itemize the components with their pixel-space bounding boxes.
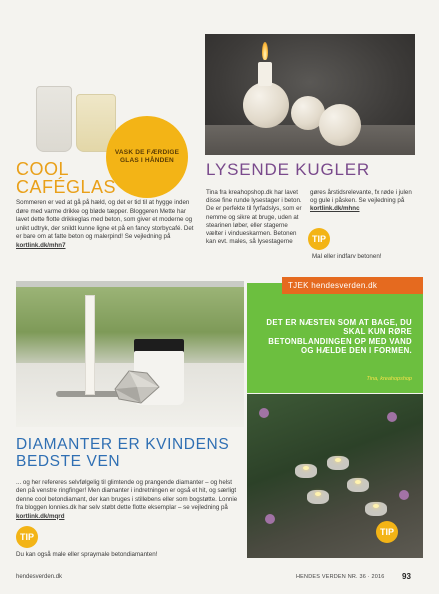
kugler-title: LYSENDE KUGLER: [206, 160, 370, 179]
footer-website: hendesverden.dk: [16, 574, 63, 580]
tealight: [355, 480, 361, 484]
flower: [259, 408, 269, 418]
cafe-title: COOL CAFÉGLAS: [16, 159, 117, 197]
diamond-body-text: ... og her refereres selvfølgelig til glimtende og prangende diamanter – og helst den på venstre ringfinger! Men diamanter i indretningen er også et hit, og særligt denne cool betondiamant, der kan bruges i stillebens eller som bogstøtte. Lonnie fra bloggen lonnies.dk har selv støbt dette flotte eksemplar – se vejledning på: [16, 479, 238, 512]
window-frame: [16, 281, 244, 287]
website-tag[interactable]: TJEK hendesverden.dk: [282, 277, 423, 294]
diamond-tip-text: Du kan også male eller spraymale betondiamanten!: [16, 551, 158, 558]
quote-text: DET ER NÆSTEN SOM AT BAGE, DU SKAL KUN RØRE BETONBLANDINGEN OP MED VAND OG HÆLDE DEN I FORMEN.: [266, 318, 412, 356]
page-number: 93: [402, 572, 411, 581]
quote-credit: Tina, kreahopshop: [366, 376, 412, 382]
diamond-body: [16, 479, 241, 521]
footer-issue: HENDES VERDEN NR. 36 · 2016: [296, 574, 385, 580]
cafe-link[interactable]: kortlink.dk/mhn7: [16, 241, 66, 249]
concrete-glass: [36, 86, 72, 152]
concrete-diamond: [111, 367, 163, 405]
flower: [387, 412, 397, 422]
candle-flame: [262, 42, 268, 60]
tealight: [303, 466, 309, 470]
diamond-link[interactable]: kortlink.dk/mqrd: [16, 512, 65, 520]
cafe-body-text: Sommeren er ved at gå på hæld, og det er tid til at hygge inden døre med varme drikke og bløde tæpper. Bloggeren Mette har lavet dette flotte drikkeglas med beton, som giver et moderne og unikt udtryk, der snildt kunne ligne et på en fancy storbycafé. Det er bare om at fatte beton og malerpind! Se vejledning på: [16, 199, 194, 241]
kugler-body-col2: [310, 189, 416, 214]
tip-badge: TIP: [16, 526, 38, 548]
candle: [85, 295, 95, 395]
kugler-body-text: gøres årstidsrelevante, fx røde i julen og gule i påsken. Se vejledning på: [310, 189, 412, 205]
concrete-sphere: [243, 82, 289, 128]
concrete-sphere: [319, 104, 361, 146]
tealight: [335, 458, 341, 462]
flower: [399, 490, 409, 500]
kugler-link[interactable]: kortlink.dk/mhnc: [310, 205, 360, 213]
kugler-tip-text: Mal eller indfarv betonen!: [312, 253, 382, 260]
concrete-diamond-photo: [16, 281, 244, 427]
flower: [265, 514, 275, 524]
tip-badge: TIP: [376, 521, 398, 543]
cafe-badge-text: VASK DE FÆRDIGE GLAS I HÅNDEN: [114, 149, 180, 164]
concrete-spheres-photo: [205, 34, 415, 155]
tealight: [373, 504, 379, 508]
kugler-body-col1: Tina fra kreahopshop.dk har lavet disse fine runde lysestager i beton. De er perfekte til fyrfadslys, som er nemme og sikre at bruge, uden at stearinen løber, eller stagerne vælter i vindueskarmen. Betonen kan evt. males, så lysestagerne: [206, 189, 302, 246]
tip-badge: TIP: [308, 228, 330, 250]
tealight: [315, 492, 321, 496]
diamond-title: DIAMANTER ER KVINDENS BEDSTE VEN: [16, 436, 230, 470]
candle: [258, 62, 272, 86]
cafe-body: [16, 199, 196, 251]
